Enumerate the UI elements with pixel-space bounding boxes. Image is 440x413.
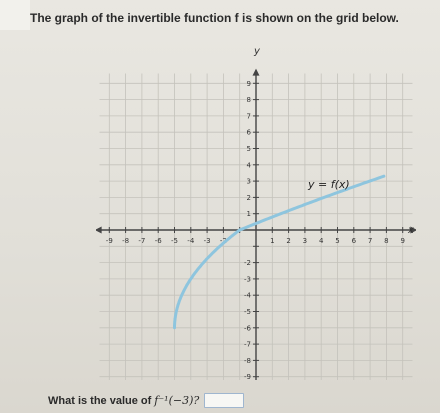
y-tick-label: 1 — [246, 210, 251, 219]
y-tick-label: 4 — [246, 161, 251, 170]
y-axis-arrow-up — [253, 69, 260, 76]
y-tick-label: -7 — [244, 340, 251, 349]
y-tick-label: -2 — [244, 259, 251, 268]
x-tick-label: -8 — [122, 237, 130, 245]
x-axis-arrow-left — [96, 227, 102, 234]
x-tick-label: -5 — [171, 237, 178, 245]
y-tick-label: -5 — [244, 308, 251, 316]
y-tick-label: 5 — [246, 145, 251, 153]
problem-prompt: The graph of the invertible function f is shown on the grid below. — [30, 11, 399, 25]
y-tick-label: -6 — [244, 324, 251, 333]
y-tick-label: -3 — [244, 275, 251, 284]
x-tick-label: -6 — [154, 237, 162, 245]
y-tick-label: 2 — [246, 193, 251, 202]
x-tick-label: -9 — [105, 237, 113, 245]
coordinate-grid — [96, 44, 416, 380]
x-tick-label: 7 — [367, 237, 373, 245]
y-tick-label: -8 — [244, 356, 251, 365]
graph-svg — [96, 44, 416, 380]
question-line — [48, 393, 244, 408]
x-tick-label: 1 — [270, 237, 275, 245]
x-tick-label: 9 — [400, 237, 405, 245]
x-axis-label: x — [408, 225, 414, 236]
inverse-expression: f⁻¹(−3)? — [154, 394, 200, 407]
answer-input[interactable] — [204, 393, 244, 408]
x-tick-label: 8 — [384, 237, 389, 245]
y-tick-label: 8 — [246, 96, 251, 105]
function-curve — [175, 176, 384, 328]
y-tick-label: 9 — [246, 79, 251, 88]
x-tick-label: 5 — [335, 237, 340, 245]
x-tick-label: 4 — [318, 237, 324, 245]
x-tick-label: 6 — [351, 237, 357, 245]
y-tick-label: 6 — [246, 128, 251, 137]
x-tick-label: -7 — [138, 237, 146, 245]
x-tick-label: -2 — [219, 237, 227, 245]
x-tick-label: -4 — [187, 237, 195, 245]
y-tick-label: -4 — [244, 291, 251, 300]
left-margin-strip — [0, 0, 30, 30]
y-tick-label: 3 — [246, 177, 251, 186]
x-tick-label: -3 — [203, 237, 211, 245]
y-tick-label: -9 — [244, 373, 251, 380]
y-axis-label: y — [254, 46, 260, 57]
x-tick-label: 2 — [286, 237, 291, 245]
x-tick-label: 3 — [302, 237, 308, 245]
y-tick-label: 7 — [246, 112, 251, 121]
curve-label: y = f(x) — [308, 178, 350, 191]
question-text: What is the value of — [48, 394, 152, 407]
